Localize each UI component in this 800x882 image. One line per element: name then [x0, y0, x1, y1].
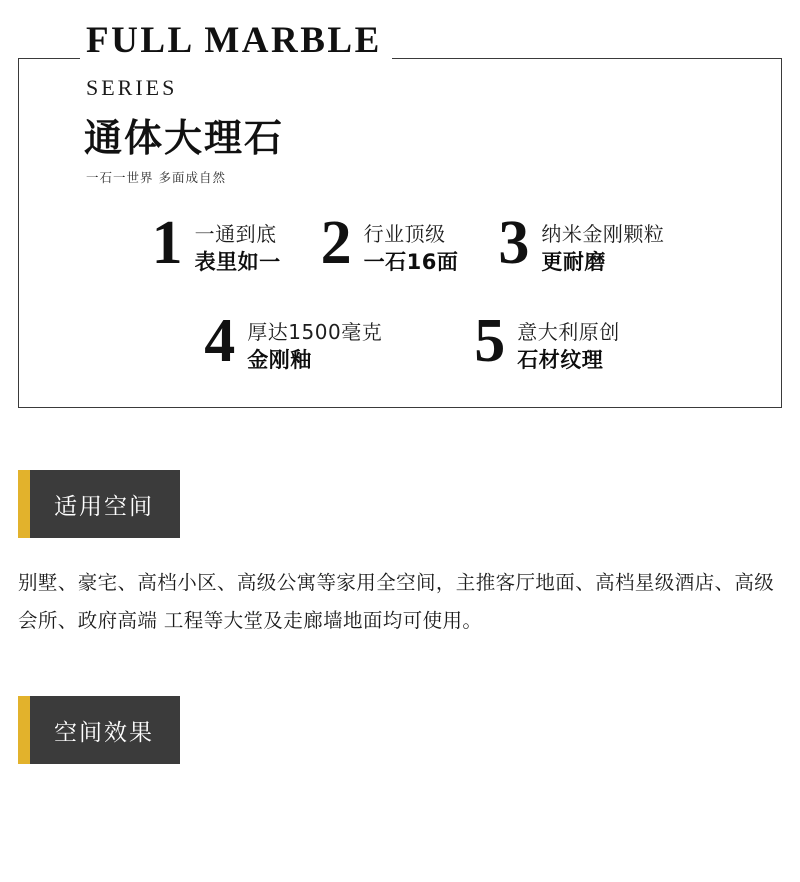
feature-list	[18, 208, 782, 376]
feature-row-bottom	[18, 307, 782, 376]
section-heading-label: 空间效果	[30, 696, 180, 764]
accent-bar	[18, 470, 30, 538]
feature-line-top: 意大利原创	[517, 320, 620, 345]
feature-item-3	[498, 208, 665, 277]
feature-number: 4	[204, 307, 236, 376]
section-body-text: 别墅、豪宅、高档小区、高级公寓等家用全空间，主推客厅地面、高档星级酒店、高级会所、政府高端 工程等大堂及走廊墙地面均可使用。	[18, 571, 775, 633]
feature-item-2	[320, 208, 459, 277]
feature-line-bottom: 金刚釉	[247, 348, 312, 373]
feature-line-bottom: 表里如一	[194, 249, 281, 274]
feature-row-top	[18, 208, 782, 277]
section-applicable-space	[0, 470, 800, 640]
feature-line-top: 纳米金刚颗粒	[541, 221, 665, 246]
feature-item-5	[474, 307, 620, 376]
feature-number: 2	[320, 208, 352, 277]
section-heading	[18, 470, 800, 538]
title-subtitle: 一石一世界 多面成自然	[86, 169, 226, 185]
accent-bar	[18, 696, 30, 764]
feature-number: 3	[498, 208, 530, 277]
feature-line-top: 行业顶级	[363, 221, 446, 246]
feature-text	[541, 220, 664, 276]
feature-item-4	[204, 307, 383, 376]
feature-text	[364, 220, 459, 276]
feature-item-1	[151, 208, 281, 277]
hero-banner	[18, 0, 782, 408]
feature-line-bottom: 更耐磨	[541, 249, 606, 274]
section-space-effect	[0, 696, 800, 764]
feature-text	[517, 318, 620, 374]
title-chinese: 通体大理石	[84, 115, 285, 160]
feature-line-top: 一通到底	[194, 221, 277, 246]
feature-text	[195, 220, 281, 276]
feature-line-bottom: 一石16面	[363, 249, 459, 274]
title-english: FULL MARBLE	[80, 22, 392, 61]
title-en-wrap	[18, 22, 782, 61]
feature-number: 5	[474, 307, 506, 376]
title-series: SERIES	[86, 74, 178, 100]
section-heading	[18, 696, 800, 764]
hero-content	[18, 22, 782, 408]
feature-text	[247, 318, 382, 374]
feature-line-top: 厚达1500毫克	[247, 320, 383, 345]
section-heading-label: 适用空间	[30, 470, 180, 538]
feature-number: 1	[151, 208, 183, 277]
feature-line-bottom: 石材纹理	[517, 348, 604, 373]
